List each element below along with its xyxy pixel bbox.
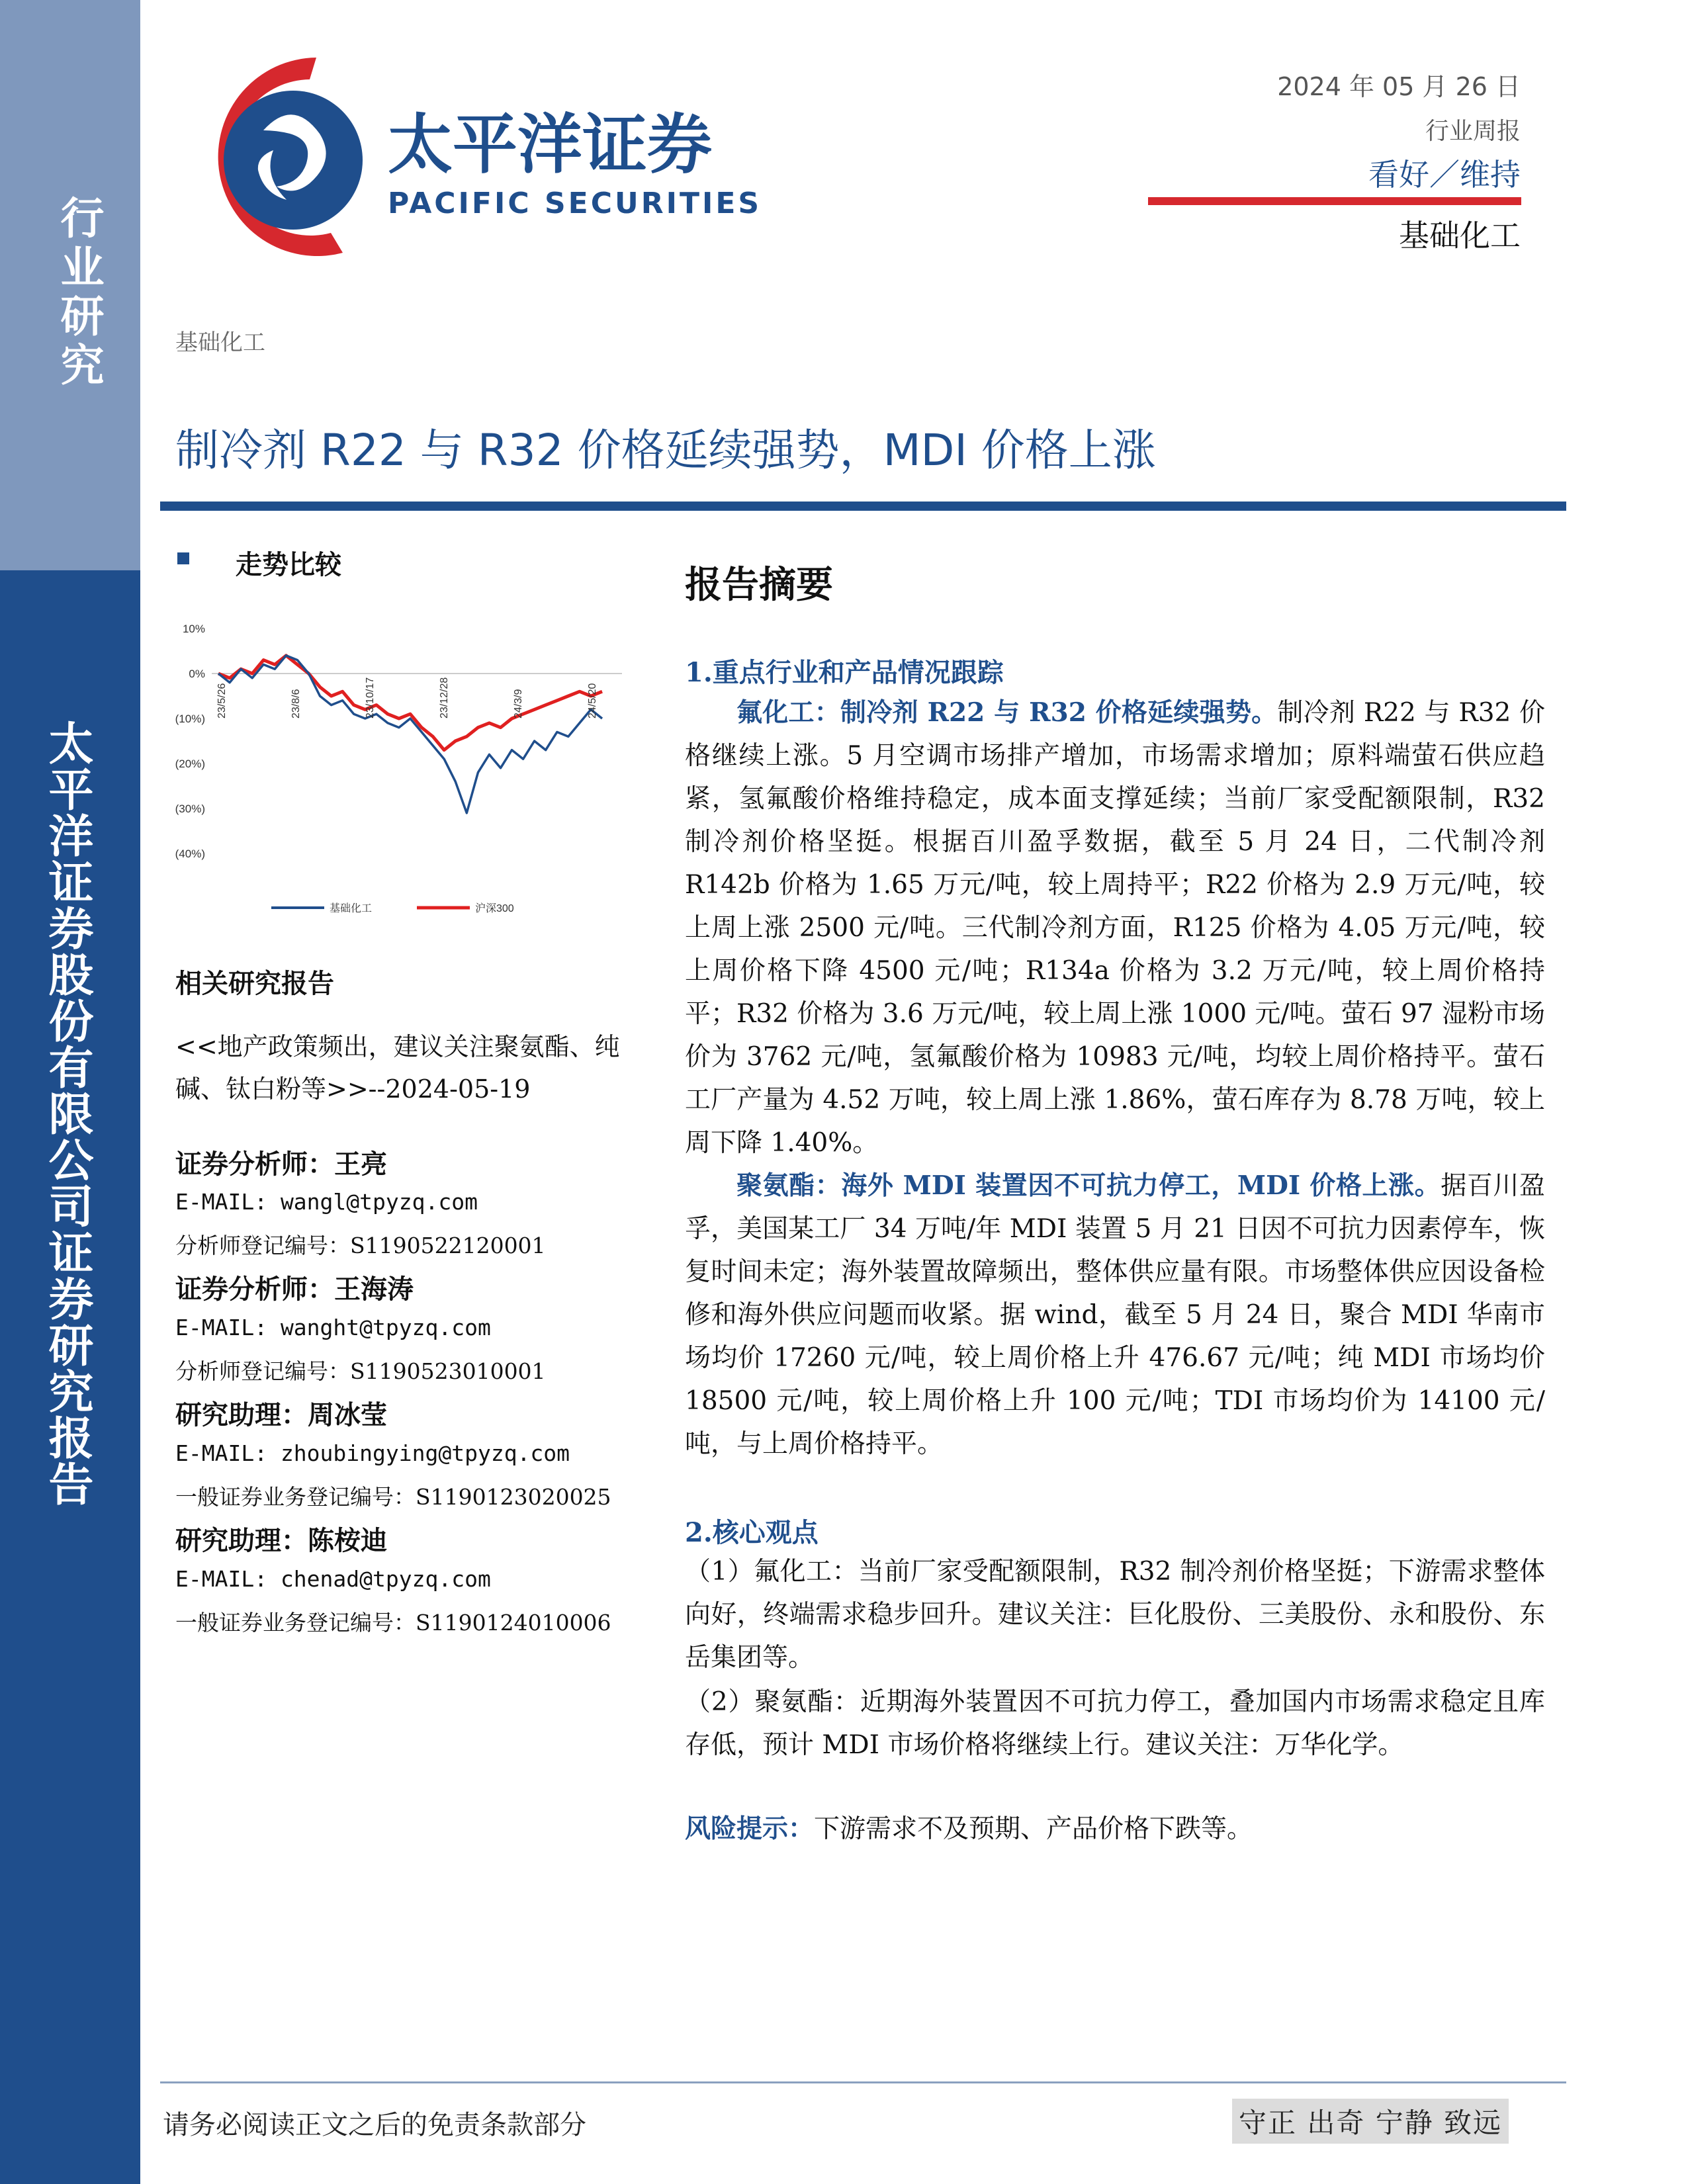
series-line-chem <box>218 656 602 813</box>
paragraph-fluorochem-lead: 氟化工：制冷剂 R22 与 R32 价格延续强势。 <box>736 697 1278 728</box>
sidebar-category-label: 行业研究 <box>53 195 105 391</box>
analyst-4-reg: 一般证券业务登记编号：S1190124010006 <box>175 1610 611 1636</box>
footer-motto: 守正 出奇 宁静 致远 <box>1232 2099 1509 2144</box>
analyst-3-email[interactable]: E-MAIL: zhoubingying@tpyzq.com <box>175 1440 570 1466</box>
y-tick-label: (40%) <box>175 848 205 860</box>
x-tick-label: 24/5/20 <box>587 683 598 719</box>
x-tick-label: 23/10/17 <box>365 677 376 719</box>
y-tick-label: (30%) <box>175 803 205 815</box>
analyst-1-name: 证券分析师：王亮 <box>175 1149 387 1180</box>
x-tick-label: 23/12/28 <box>439 677 450 719</box>
trend-chart <box>165 609 629 926</box>
analyst-4-email[interactable]: E-MAIL: chenad@tpyzq.com <box>175 1566 491 1592</box>
trend-heading: 走势比较 <box>236 549 341 580</box>
related-reports-heading: 相关研究报告 <box>175 968 334 999</box>
risk-lead: 风险提示： <box>685 1813 815 1844</box>
footer-rule <box>160 2081 1566 2083</box>
analyst-1-email[interactable]: E-MAIL: wangl@tpyzq.com <box>175 1189 478 1215</box>
analyst-1-reg: 分析师登记编号：S1190522120001 <box>175 1233 546 1258</box>
paragraph-polyurethane-body: 据百川盈孚，美国某工厂 34 万吨/年 MDI 装置 5 月 21 日因不可抗力因素停车，恢复时间未定；海外装置故障频出，整体供应量有限。市场整体供应因设备检修和海外供应问题而收紧。据 wind，截至 5 月 24 日，聚合 MDI 华南市场均价 17260 元/吨，较上周价格上升 476.67 元/吨；纯 MDI 市场均价 18500 元/吨，较上周价格上升 100 元/吨；TDI 市场均价为 14100 元/吨，与上周价格持平。 <box>685 1171 1545 1459</box>
analyst-2-reg: 分析师登记编号：S1190523010001 <box>175 1358 546 1384</box>
analyst-3-name: 研究助理：周冰莹 <box>175 1399 387 1430</box>
core-view-2: （2）聚氨酯：近期海外装置因不可抗力停工，叠加国内市场需求稳定且库存低，预计 MDI 市场价格将继续上行。建议关注：万华化学。 <box>685 1687 1545 1760</box>
report-type: 行业周报 <box>1425 118 1521 145</box>
analyst-4-name: 研究助理：陈桉迪 <box>175 1525 387 1556</box>
y-tick-label: 10% <box>182 623 205 635</box>
analyst-2-name: 证券分析师：王海涛 <box>175 1274 414 1305</box>
section-bullet-square <box>177 552 189 564</box>
analyst-2-email[interactable]: E-MAIL: wanght@tpyzq.com <box>175 1315 491 1340</box>
y-tick-label: (20%) <box>175 758 205 770</box>
x-tick-label: 23/8/6 <box>290 689 302 719</box>
analyst-3-reg: 一般证券业务登记编号：S1190123020025 <box>175 1484 611 1510</box>
risk-warning <box>685 1808 1545 1851</box>
logo-cn-text: 太平洋证券 <box>388 107 713 183</box>
related-report-link[interactable]: <<地产政策频出，建议关注聚氨酯、纯碱、钛白粉等>>--2024-05-19 <box>175 1032 620 1104</box>
logo-en-text: PACIFIC SECURITIES <box>388 187 762 220</box>
section-1-title: 1.重点行业和产品情况跟踪 <box>685 657 1004 688</box>
y-tick-label: (10%) <box>175 713 205 725</box>
company-logo <box>177 34 762 279</box>
paragraph-fluorochem-body: 制冷剂 R22 与 R32 价格继续上涨。5 月空调市场排产增加，市场需求增加；原料端萤石供应趋紧，氢氟酸价格维持稳定，成本面支撑延续；当前厂家受配额限制，R32 制冷剂价格坚挺。根据百川盈孚数据，截至 5 月 24 日，二代制冷剂 R142b 价格为 1.65 万元/吨，较上周持平；R22 价格为 2.9 万元/吨，较上周上涨 2500 元/吨。三代制冷剂方面，R125 价格为 4.05 万元/吨，较上周价格下降 4500 元/吨；R134a 价格为 3.2 万元/吨，较上周价格持平；R32 价格为 3.6 万元/吨，较上周上涨 1000 元/吨。萤石 97 湿粉市场价为 3762 元/吨，氢氟酸价格为 10983 元/吨，均较上周价格持平。萤石工厂产量为 4.52 万吨，较上周上涨 1.86%，萤石库存为 8.78 万吨，较上周下降 1.40%。 <box>685 698 1545 1158</box>
legend-label-hs300: 沪深300 <box>475 903 514 914</box>
sidebar-company-label: 太平洋证券股份有限公司证券研究报告 <box>41 720 94 1507</box>
y-tick-label: 0% <box>189 668 205 680</box>
header-red-rule <box>1148 197 1521 205</box>
risk-body: 下游需求不及预期、产品价格下跌等。 <box>814 1814 1253 1844</box>
series-line-hs300 <box>218 656 602 750</box>
core-view-1: （1）氟化工：当前厂家受配额限制，R32 制冷剂价格坚挺；下游需求整体向好，终端需求稳步回升。建议关注：巨化股份、三美股份、永和股份、东岳集团等。 <box>685 1557 1545 1673</box>
report-date: 2024 年 05 月 26 日 <box>1277 72 1521 101</box>
paragraph-polyurethane-lead: 聚氨酯：海外 MDI 装置因不可抗力停工，MDI 价格上涨。 <box>736 1170 1441 1201</box>
x-tick-label: 23/5/26 <box>216 683 228 719</box>
industry-label: 基础化工 <box>1399 218 1521 253</box>
section-2-title: 2.核心观点 <box>685 1517 819 1548</box>
legend-label-chem: 基础化工 <box>330 903 373 914</box>
title-rule <box>160 502 1566 511</box>
paragraph-polyurethane <box>685 1164 1545 1465</box>
x-tick-label: 24/3/9 <box>513 689 524 719</box>
paragraph-fluorochem <box>685 691 1545 1164</box>
rating-label: 看好／维持 <box>1368 157 1521 193</box>
footer-disclaimer: 请务必阅读正文之后的免责条款部分 <box>163 2110 586 2140</box>
page-title: 制冷剂 R22 与 R32 价格延续强势，MDI 价格上涨 <box>175 425 1156 476</box>
summary-heading: 报告摘要 <box>685 563 833 607</box>
sector-tag: 基础化工 <box>175 329 265 356</box>
